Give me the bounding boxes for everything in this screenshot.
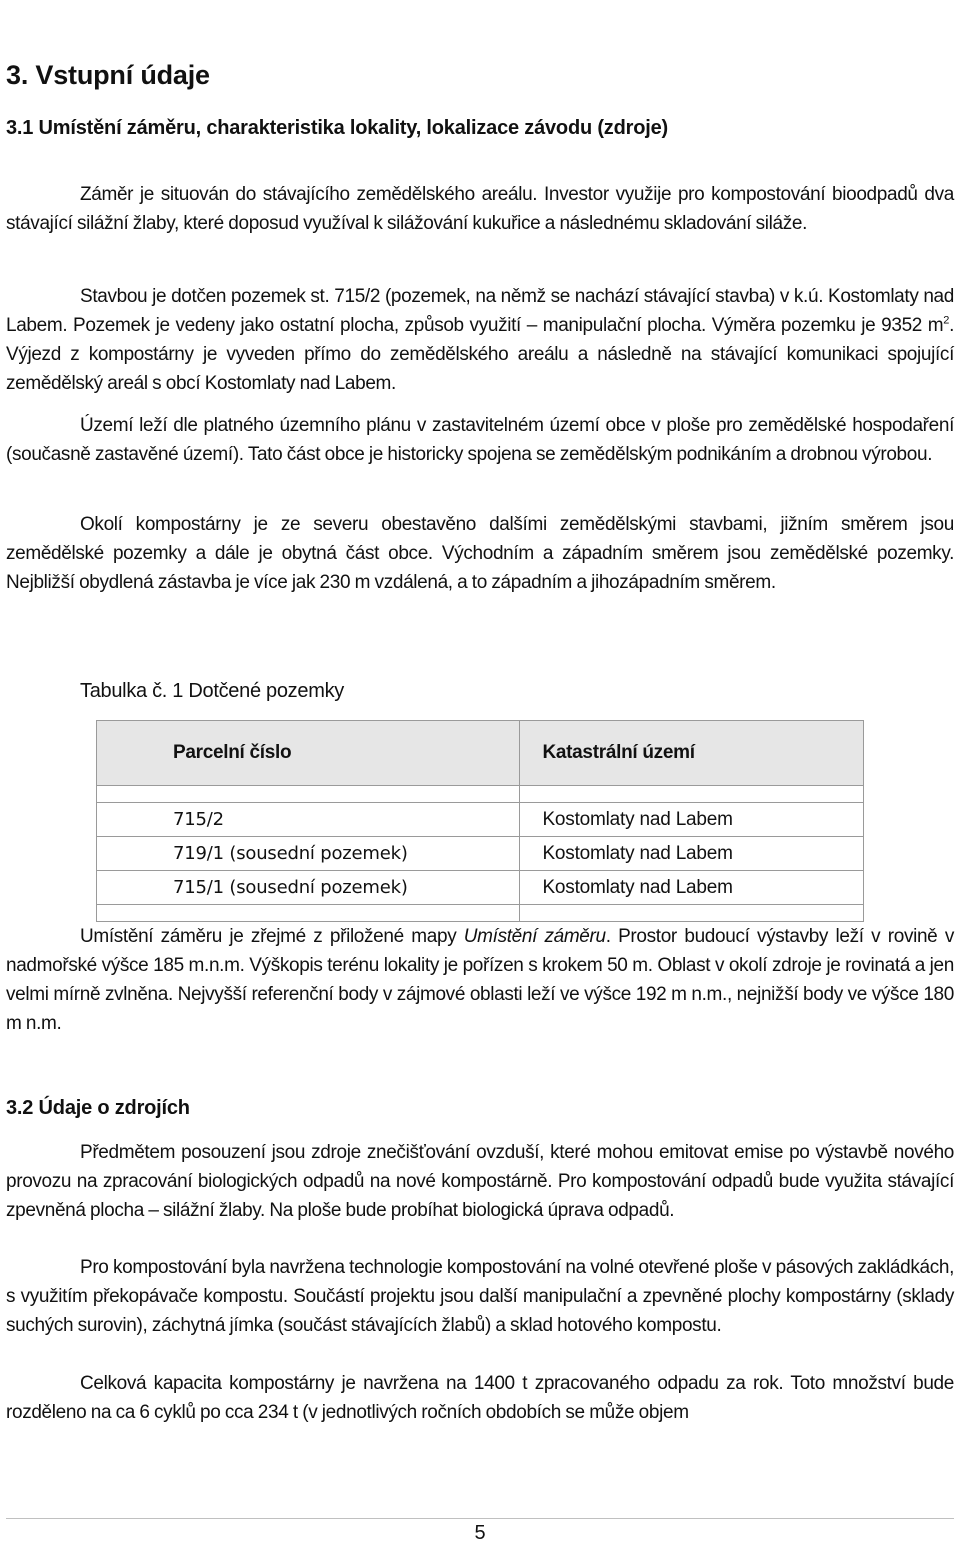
map-reference: Umístění záměru — [463, 926, 606, 947]
table-spacer-row — [97, 905, 864, 922]
paragraph-terrain-text-cont: . Prostor budoucí výstavby leží v rovině v nadmořské výšce 185 m.n.m. Výškopis terénu lokality je pořízen s krokem 50 m. Oblast v okolí zdroje je rovinatá a jen velmi mírně zvlněna. Nejvyšší referenční body v zájmové oblasti leží ve výšce 192 m n.m., nejnižší body ve výšce 180 m n.m. — [6, 926, 954, 1034]
paragraph-plot-text-cont: . Výjezd z kompostárny je vyveden přímo do zemědělského areálu a následně na stávající komunikaci spojující zemědělský areál s obcí Kostomlaty nad Labem. — [6, 315, 954, 394]
table-row — [97, 837, 864, 871]
table-cell-parcel: 719/1 (sousední pozemek) — [97, 837, 520, 871]
table-row — [97, 803, 864, 837]
paragraph-plot-text: Stavbou je dotčen pozemek st. 715/2 (pozemek, na němž se nachází stávající stavba) v k.ú. Kostomlaty nad Labem. Pozemek je vedeny jako ostatní plocha, způsob využití – manipulační plocha. Výměra pozemku je 9352 m — [6, 286, 954, 336]
table-cell-parcel: 715/2 — [97, 803, 520, 837]
superscript: 2 — [943, 314, 950, 327]
subsection-heading-sources: 3.2 Údaje o zdrojích — [6, 1097, 190, 1119]
table-header-cell: Parcelní číslo — [97, 721, 520, 786]
table-cell-cadastre: Kostomlaty nad Labem — [520, 837, 864, 871]
paragraph-plot — [6, 282, 954, 398]
paragraph-capacity: Celková kapacita kompostárny je navržena na 1400 t zpracovaného odpadu za rok. Toto množství bude rozděleno na ca 6 cyklů po cca 234 t (v jednotlivých ročních obdobích se může objem — [6, 1373, 954, 1423]
paragraph-intro: Záměr je situován do stávajícího zemědělského areálu. Investor využije pro kompostování bioodpadů dva stávající silážní žlaby, které doposud využíval k silážování kukuřice a následnému skladování siláže. — [6, 184, 954, 234]
table-row — [97, 871, 864, 905]
table-spacer-row — [97, 786, 864, 803]
subsection-heading-location: 3.1 Umístění záměru, charakteristika lokality, lokalizace závodu (zdroje) — [6, 117, 668, 139]
section-heading: 3. Vstupní údaje — [6, 60, 210, 90]
paragraph-surroundings: Okolí kompostárny je ze severu obestavěno dalšími zemědělskými stavbami, jižním směrem jsou zemědělské pozemky a dále je obytná část obce. Východním a západním směrem jsou zemědělské pozemky. Nejbližší obydlená zástavba je více jak 230 m vzdálená, a to západním a jihozápadním směrem. — [6, 514, 954, 593]
table-header-row — [97, 721, 864, 786]
paragraph-terrain-text: Umístění záměru je zřejmé z přiložené mapy — [80, 926, 464, 947]
table-caption: Tabulka č. 1 Dotčené pozemky — [80, 680, 344, 702]
plots-table — [96, 720, 864, 922]
table-cell-cadastre: Kostomlaty nad Labem — [520, 803, 864, 837]
paragraph-terrain — [6, 922, 954, 1038]
table-cell-parcel: 715/1 (sousední pozemek) — [97, 871, 520, 905]
paragraph-sources: Předmětem posouzení jsou zdroje znečišťování ovzduší, které mohou emitovat emise po výstavbě nového provozu na zpracování biologických odpadů na nové kompostárně. Pro kompostování odpadů bude využita stávající zpevněná plocha – silážní žlaby. Na ploše bude probíhat biologická úprava odpadů. — [6, 1142, 954, 1221]
paragraph-technology: Pro kompostování byla navržena technologie kompostování na volné otevřené ploše v pásových zakládkách, s využitím překopávače kompostu. Součástí projektu jsou další manipulační a zpevněné plochy kompostárny (sklady suchých surovin), záchytná jímka (součást stávajících žlabů) a sklad hotového kompostu. — [6, 1257, 955, 1336]
paragraph-zoning: Území leží dle platného územního plánu v zastavitelném území obce v ploše pro zemědělské hospodaření (současně zastavěné území). Tato část obce je historicky spojena se zemědělským podnikáním a drobnou výrobou. — [6, 415, 954, 465]
table-cell-cadastre: Kostomlaty nad Labem — [520, 871, 864, 905]
table-header-cell: Katastrální území — [520, 721, 864, 786]
footer-divider — [6, 1518, 954, 1519]
page-number: 5 — [474, 1522, 486, 1544]
